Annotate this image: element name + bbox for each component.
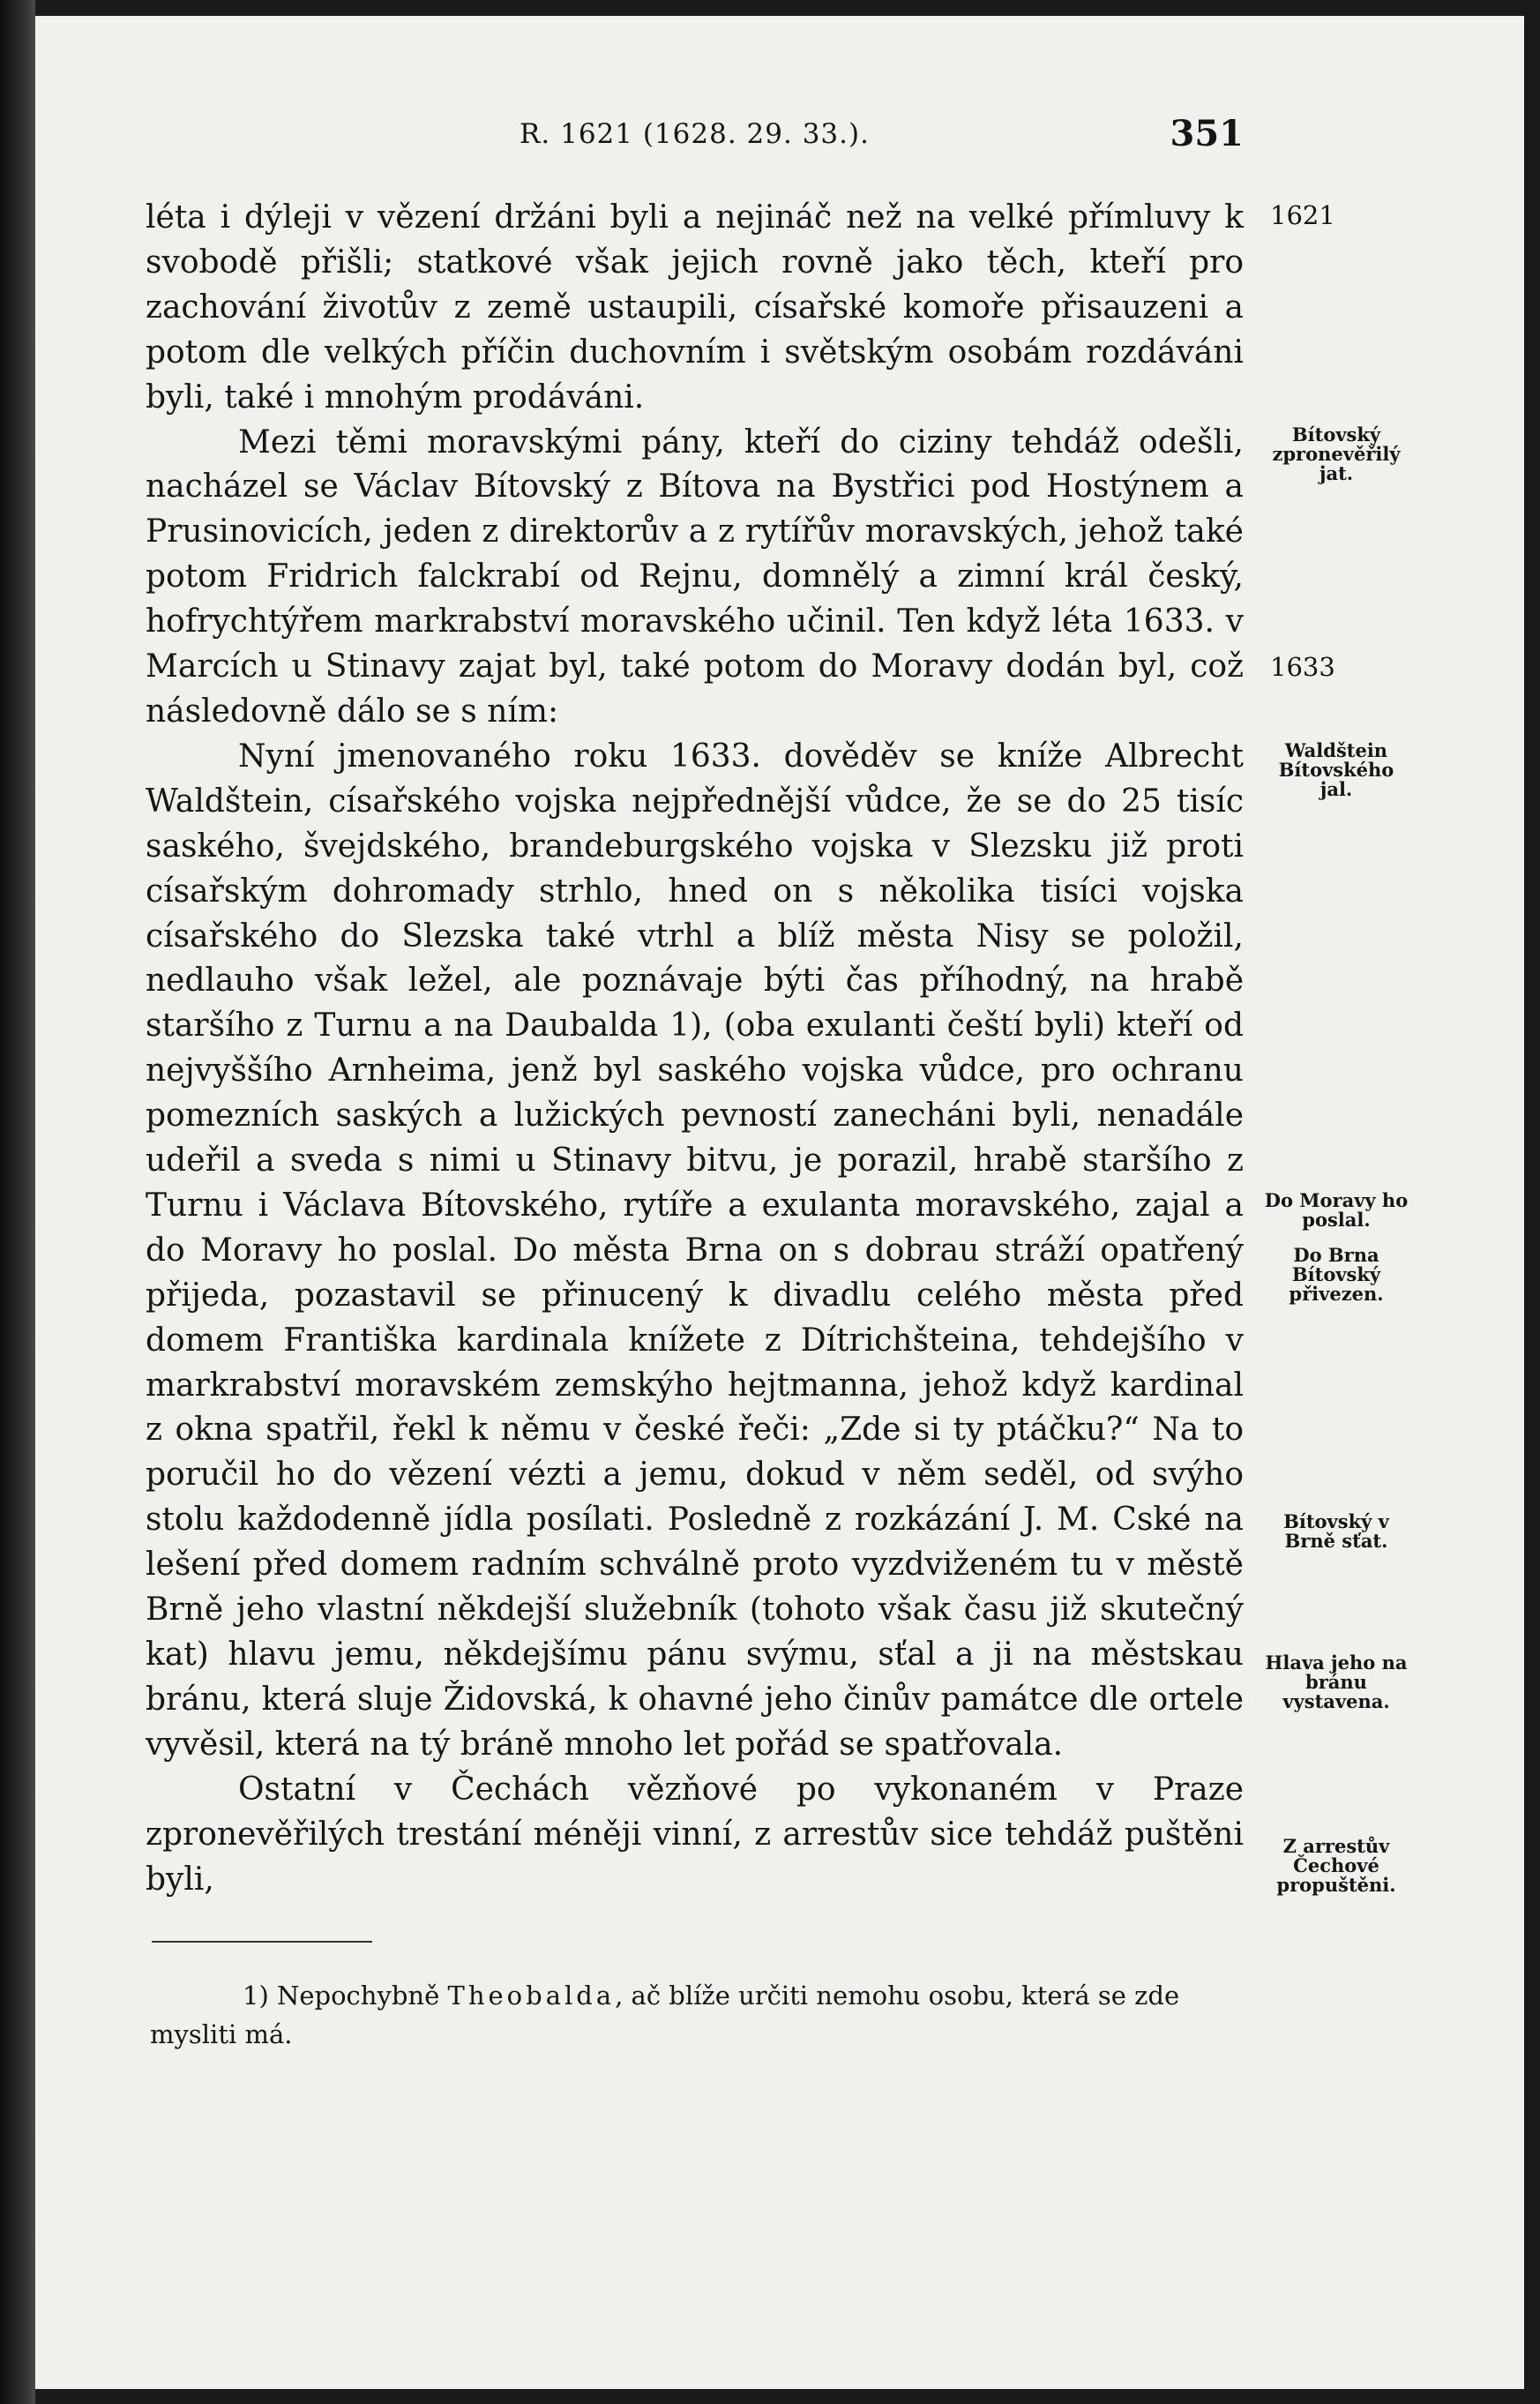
footnote — [150, 1976, 1244, 2054]
main-text — [146, 196, 1244, 1902]
page-gutter-shadow — [0, 0, 35, 2404]
paragraph: Mezi těmi moravskými pány, kteří do ciziny tehdáž odešli, nacházel se Václav Bítovský z Bítova na Bystřici pod Hostýnem a Prusinovicích, jeden z direktorův a z rytířův moravských, jehož také potom Fridrich falckrabí od Rejnu, domnělý a zimní král český, hofrychtýřem markrabství moravského učinil. Ten když léta 1633. v Marcích u Stinavy zajat byl, také potom do Moravy dodán byl, což následovně dálo se s ním: — [146, 423, 1244, 730]
margin-note: Waldštein Bítovského jal. — [1278, 739, 1394, 800]
paragraph: Ostatní v Čechách vězňové po vykonaném v Praze zpronevěřilých trestání méněji vinní, z arrestův sice tehdáž puštěni byli, — [146, 1771, 1244, 1898]
margin-year: 1621 — [1270, 200, 1335, 230]
margin-note: Bítovský v Brně sťat. — [1283, 1510, 1389, 1552]
margin-note: Do Moravy ho poslal. — [1264, 1189, 1409, 1231]
footnote-rule — [152, 1941, 372, 1943]
page-header — [146, 113, 1244, 157]
margin-note: Z arrestův Čechové propuštěni. — [1276, 1835, 1396, 1896]
footnote-name: Theobalda — [447, 1981, 616, 2011]
footnote-text: , ač blíže určiti nemohu osobu, která se zde mysliti má. — [150, 1981, 1180, 2049]
running-title: R. 1621 (1628. 29. 33.). — [520, 118, 870, 150]
margin-year: 1633 — [1270, 652, 1335, 682]
paragraph: Nyní jmenovaného roku 1633. dověděv se kníže Albrecht Waldštein, císařského vojska nejpřednější vůdce, že se do 25 tisíc saského, švejdského, brandeburgského vojska v Slezsku již proti císařským dohromady strhlo, hned on s několika tisíci vojska císařského do Slezska také vtrhl a blíž města Nisy se položil, nedlauho však ležel, ale poznávaje býti čas příhodný, na hrabě staršího z Turnu a na Daubalda 1), (oba exulanti čeští byli) kteří od nejvyššího Arnheima, jenž byl saského vojska vůdce, pro ochranu pomezních saských a lužických pevností zanecháni byli, nenadále udeřil a sveda s nimi u Stinavy bitvu, je porazil, hrabě staršího z Turnu i Václava Bítovského, rytíře a exulanta moravského, zajal a do Moravy ho poslal. Do města Brna on s dobrau stráží opatřený přijeda, pozastavil se přinucený k divadlu celého města před domem Františka kardinala knížete z Dítrichšteina, tehdejšího v markrabství moravském zemskýho hejtmanna, jehož když kardinal z okna spatřil, řekl k němu v české řeči: „Zde si ty ptáčku?“ Na to poručil ho do vězení vézti a jemu, dokud v něm seděl, od svýho stolu každodenně jídla posílati. Posledně z rozkázání J. M. Cské na lešení před domem radním schválně proto vyzdviženém tu v městě Brně jeho vlastní někdejší služebník (tohoto však času již skutečný kat) hlavu jemu, někdejšímu pánu svýmu, sťal a ji na městskau bránu, která sluje Židovská, k ohavné jeho činův památce dle ortele vyvěsil, která na tý bráně mnoho let pořád se spatřovala. — [146, 738, 1244, 1763]
paragraph: léta i dýleji v vězení držáni byli a nejináč než na velké přímluvy k svobodě přišli; statkové však jejich rovně jako těch, kteří pro zachování životův z země ustaupili, císařské komoře přisauzeni a potom dle velkých příčin duchovním i světským osobám rozdáváni byli, také i mnohým prodáváni. — [146, 199, 1244, 416]
page-number: 351 — [1170, 113, 1244, 154]
footnote-text: Nepochybně — [276, 1981, 440, 2011]
margin-note: Do Brna Bítovský přivezen. — [1289, 1244, 1384, 1305]
margin-note: Bítovský zpronevěřilý jat. — [1272, 423, 1401, 484]
margin-note: Hlava jeho na bránu vystavena. — [1265, 1651, 1408, 1712]
footnote-marker: 1) — [243, 1981, 269, 2011]
